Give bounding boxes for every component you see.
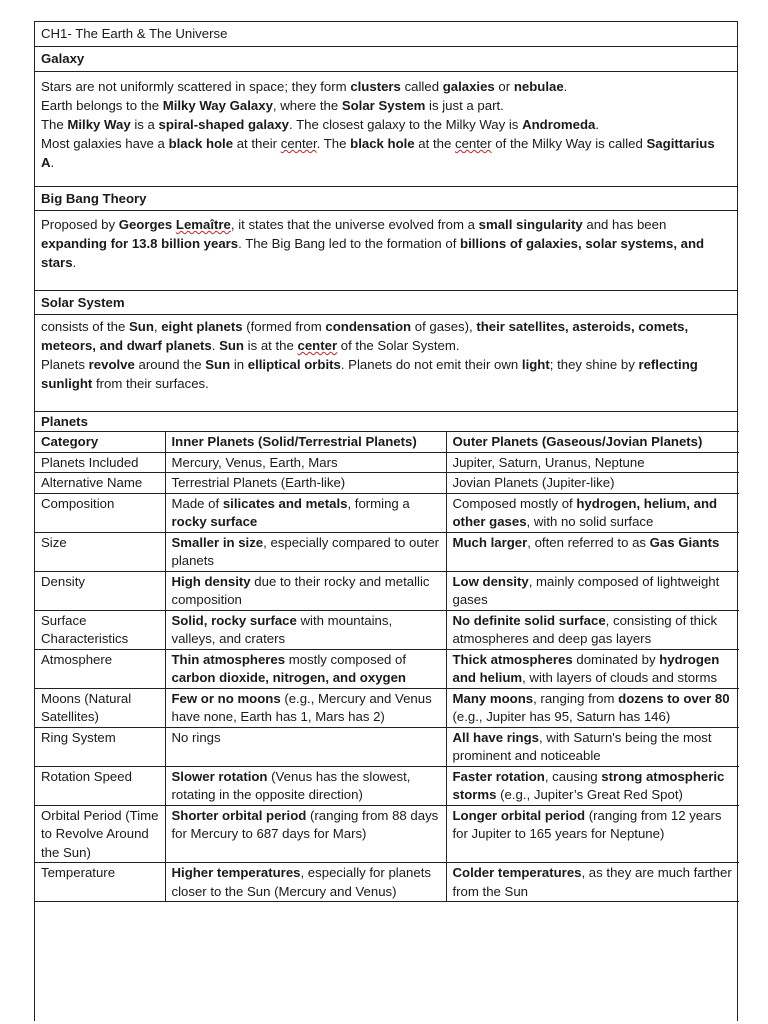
text-run: (ranging from 12 years for Jupiter to 165 years for Neptune): [452, 807, 722, 841]
text-run: due to their rocky and metallic composition: [171, 573, 430, 607]
bigbang-paragraph: [41, 215, 731, 272]
text-run: at their: [233, 136, 281, 151]
text-run: consists of the: [41, 319, 129, 334]
table-row: [35, 571, 739, 610]
bold-run: billions of galaxies, solar systems, and stars: [41, 236, 705, 270]
category-cell: Alternative Name: [35, 473, 165, 494]
planets-heading-row: [35, 412, 737, 431]
outer-planets-cell: [446, 532, 739, 571]
text-run: Proposed by: [41, 217, 119, 232]
table-header-row: [35, 432, 739, 453]
bold-run: revolve: [88, 357, 135, 372]
bold-run: silicates and metals: [222, 495, 348, 511]
bold-run: Colder temperatures: [452, 865, 582, 880]
bold-run: Higher temperatures: [171, 865, 301, 880]
text-run: .: [563, 79, 568, 94]
text-run: in: [230, 357, 248, 372]
outer-planets-cell: [446, 805, 739, 863]
galaxy-heading-row: [35, 47, 737, 72]
text-run: (e.g., Jupiter’s Great Red Spot): [496, 787, 683, 802]
outer-planets-cell: [446, 452, 739, 473]
text-run: , where the: [272, 98, 342, 113]
solar-heading: Solar System: [41, 295, 125, 310]
text-run: (Venus has the slowest, rotating in the opposite direction): [171, 768, 411, 802]
galaxy-section: [35, 72, 737, 187]
text-run: , causing: [544, 768, 602, 784]
outer-planets-cell: [446, 727, 739, 766]
bold-run: Low density: [452, 573, 529, 589]
text-run: of the Milky Way is called: [491, 136, 647, 151]
inner-planets-cell: [165, 649, 446, 688]
bold-run: Sun: [219, 338, 244, 353]
outer-planets-cell: [446, 610, 739, 649]
inner-planets-cell: [165, 571, 446, 610]
column-header: Outer Planets (Gaseous/Jovian Planets): [446, 432, 739, 453]
text-run: , with no solid surface: [526, 514, 654, 529]
text-run: is just a part.: [425, 98, 504, 113]
table-row: [35, 727, 739, 766]
bold-run: expanding for 13.8 billion years: [41, 236, 239, 251]
text-run: Earth belongs to the: [41, 98, 163, 113]
text-run: .: [211, 338, 220, 353]
text-run: . The closest galaxy to the Milky Way is: [289, 117, 523, 132]
table-row: [35, 473, 739, 494]
text-run: , it states that the universe evolved from a: [230, 217, 479, 232]
bold-run: small singularity: [478, 217, 583, 232]
spellcheck-underlined-word: center: [454, 136, 492, 151]
text-run: The: [41, 117, 68, 132]
text-run: . The: [316, 136, 351, 151]
bold-run: carbon dioxide, nitrogen, and oxygen: [171, 670, 406, 685]
bold-run: Solar System: [341, 98, 426, 113]
outer-planets-cell: [446, 493, 739, 532]
solar-paragraph-2: [41, 355, 731, 393]
outer-planets-cell: [446, 688, 739, 727]
category-cell: Atmosphere: [35, 649, 165, 688]
text-run: .: [72, 255, 77, 270]
inner-planets-cell: [165, 473, 446, 494]
text-run: (formed from: [242, 319, 326, 334]
solar-section: [35, 315, 737, 412]
text-run: dominated by: [572, 651, 660, 667]
column-header: Category: [35, 432, 165, 453]
text-run: .: [595, 117, 600, 132]
bold-run: No definite solid surface: [452, 612, 606, 628]
planets-comparison-table: [35, 431, 739, 902]
galaxy-heading: Galaxy: [41, 51, 85, 66]
bold-run: light: [521, 357, 550, 372]
bold-run: Sun: [205, 357, 231, 372]
text-run: mostly composed of: [285, 651, 407, 667]
doc-title-row: [35, 22, 737, 47]
bold-run: spiral-shaped galaxy: [158, 117, 289, 132]
text-run: , often referred to as: [527, 534, 650, 550]
text-run: Composed mostly of: [452, 495, 577, 511]
bold-run: Andromeda: [522, 117, 596, 132]
text-run: . The Big Bang led to the formation of: [238, 236, 461, 251]
text-run: of the Solar System.: [337, 338, 460, 353]
text-run: , with layers of clouds and storms: [522, 670, 718, 685]
bold-run: condensation: [325, 319, 412, 334]
bold-run: Slower rotation: [171, 768, 268, 784]
table-row: [35, 649, 739, 688]
bold-run: Sagittarius A: [41, 136, 715, 170]
bold-run: black hole: [350, 136, 415, 151]
text-run: around the: [134, 357, 206, 372]
bold-run: All have rings: [452, 729, 539, 745]
category-cell: Moons (Natural Satellites): [35, 688, 165, 727]
category-cell: Rotation Speed: [35, 766, 165, 805]
table-row: [35, 805, 739, 863]
text-run: Planets: [41, 357, 89, 372]
bold-run: Milky Way Galaxy: [162, 98, 273, 113]
bold-run: nebulae: [513, 79, 564, 94]
text-run: , mainly composed of lightweight gases: [452, 573, 720, 607]
text-run: (e.g., Jupiter has 95, Saturn has 146): [452, 709, 671, 724]
text-run: Jupiter, Saturn, Uranus, Neptune: [452, 454, 645, 470]
table-row: [35, 493, 739, 532]
bigbang-heading: Big Bang Theory: [41, 191, 147, 206]
galaxy-paragraph-3: [41, 115, 731, 134]
text-run: , especially compared to outer planets: [171, 534, 440, 568]
inner-planets-cell: [165, 532, 446, 571]
inner-planets-cell: [165, 452, 446, 473]
inner-planets-cell: [165, 805, 446, 863]
inner-planets-cell: [165, 688, 446, 727]
text-run: , especially for planets closer to the Sun (Mercury and Venus): [171, 865, 431, 899]
bold-run: Gas Giants: [649, 534, 720, 550]
category-cell: Composition: [35, 493, 165, 532]
outer-planets-cell: [446, 473, 739, 494]
bold-run: Milky Way: [67, 117, 131, 132]
bold-run: Shorter orbital period: [171, 807, 307, 823]
text-run: . Planets do not emit their own: [340, 357, 522, 372]
solar-heading-row: [35, 291, 737, 315]
solar-paragraph-1: [41, 317, 731, 355]
galaxy-paragraph-1: [41, 77, 731, 96]
table-row: [35, 766, 739, 805]
bold-run: black hole: [168, 136, 234, 151]
category-cell: Surface Characteristics: [35, 610, 165, 649]
category-cell: Planets Included: [35, 452, 165, 473]
spellcheck-underlined-word: Lemaître: [175, 217, 231, 232]
galaxy-paragraph-2: [41, 96, 731, 115]
bold-run: Few or no moons: [171, 690, 281, 706]
outer-planets-cell: [446, 766, 739, 805]
outer-planets-cell: [446, 649, 739, 688]
bold-run: Thin atmospheres: [171, 651, 286, 667]
table-row: [35, 532, 739, 571]
bold-run: Faster rotation: [452, 768, 545, 784]
bold-run: dozens to over 80: [618, 690, 730, 706]
bold-run: reflecting sunlight: [41, 357, 698, 391]
bold-run: galaxies: [442, 79, 495, 94]
inner-planets-cell: [165, 610, 446, 649]
inner-planets-cell: [165, 766, 446, 805]
text-run: .: [50, 155, 55, 170]
text-run: Stars are not uniformly scattered in space; they form: [41, 79, 351, 94]
text-run: Mercury, Venus, Earth, Mars: [171, 454, 338, 470]
bold-run: Many moons: [452, 690, 534, 706]
text-run: Jovian Planets (Jupiter-like): [452, 475, 615, 490]
text-run: is at the: [244, 338, 298, 353]
doc-title: CH1- The Earth & The Universe: [41, 26, 228, 41]
text-run: Made of: [171, 495, 223, 511]
text-run: Most galaxies have a: [41, 136, 169, 151]
outer-planets-cell: [446, 863, 739, 902]
bold-run: High density: [171, 573, 251, 589]
bold-run: their satellites, asteroids, comets, meteors, and dwarf planets: [41, 319, 689, 353]
inner-planets-cell: [165, 727, 446, 766]
text-run: , as they are much farther from the Sun: [452, 865, 732, 899]
text-run: , forming a: [347, 495, 410, 511]
inner-planets-cell: [165, 863, 446, 902]
bold-run: clusters: [350, 79, 401, 94]
bold-run: Smaller in size: [171, 534, 264, 550]
outer-planets-cell: [446, 571, 739, 610]
text-run: No rings: [171, 729, 221, 745]
spellcheck-underlined-word: center: [297, 338, 338, 353]
bold-run: eight planets: [161, 319, 243, 334]
bold-run: Much larger: [452, 534, 528, 550]
bold-run: rocky surface: [171, 514, 258, 529]
text-run: at the: [414, 136, 455, 151]
document-page: [34, 21, 738, 1021]
text-run: (ranging from 88 days for Mercury to 687 days for Mars): [171, 807, 439, 841]
text-run: ,: [153, 319, 162, 334]
text-run: , consisting of thick atmospheres and deep gas layers: [452, 612, 718, 646]
planets-heading: Planets: [41, 414, 88, 429]
bold-run: elliptical orbits: [247, 357, 341, 372]
text-run: Terrestrial Planets (Earth-like): [171, 475, 346, 490]
text-run: with mountains, valleys, and craters: [171, 612, 393, 646]
bold-run: Sun: [128, 319, 154, 334]
bold-run: Thick atmospheres: [452, 651, 573, 667]
galaxy-paragraph-4: [41, 134, 731, 172]
table-row: [35, 688, 739, 727]
category-cell: Size: [35, 532, 165, 571]
bold-run: strong atmospheric storms: [452, 768, 725, 802]
table-row: [35, 863, 739, 902]
table-row: [35, 610, 739, 649]
text-run: called: [400, 79, 443, 94]
bold-run: Solid, rocky surface: [171, 612, 297, 628]
bold-run: hydrogen and helium: [452, 651, 720, 685]
text-run: (e.g., Mercury and Venus have none, Earth has 1, Mars has 2): [171, 690, 432, 724]
category-cell: Density: [35, 571, 165, 610]
bold-run: Georges: [118, 217, 176, 232]
text-run: , ranging from: [533, 690, 619, 706]
column-header: Inner Planets (Solid/Terrestrial Planets): [165, 432, 446, 453]
text-run: ; they shine by: [549, 357, 639, 372]
bold-run: Longer orbital period: [452, 807, 586, 823]
text-run: , with Saturn's being the most prominent and noticeable: [452, 729, 712, 763]
text-run: from their surfaces.: [92, 376, 209, 391]
bold-run: hydrogen, helium, and other gases: [452, 495, 718, 529]
bigbang-section: [35, 211, 737, 291]
inner-planets-cell: [165, 493, 446, 532]
text-run: and has been: [582, 217, 667, 232]
text-run: is a: [130, 117, 159, 132]
category-cell: Orbital Period (Time to Revolve Around the Sun): [35, 805, 165, 863]
bigbang-heading-row: [35, 187, 737, 211]
text-run: or: [494, 79, 514, 94]
table-row: [35, 452, 739, 473]
category-cell: Ring System: [35, 727, 165, 766]
text-run: of gases),: [411, 319, 477, 334]
spellcheck-underlined-word: center: [280, 136, 317, 151]
category-cell: Temperature: [35, 863, 165, 902]
